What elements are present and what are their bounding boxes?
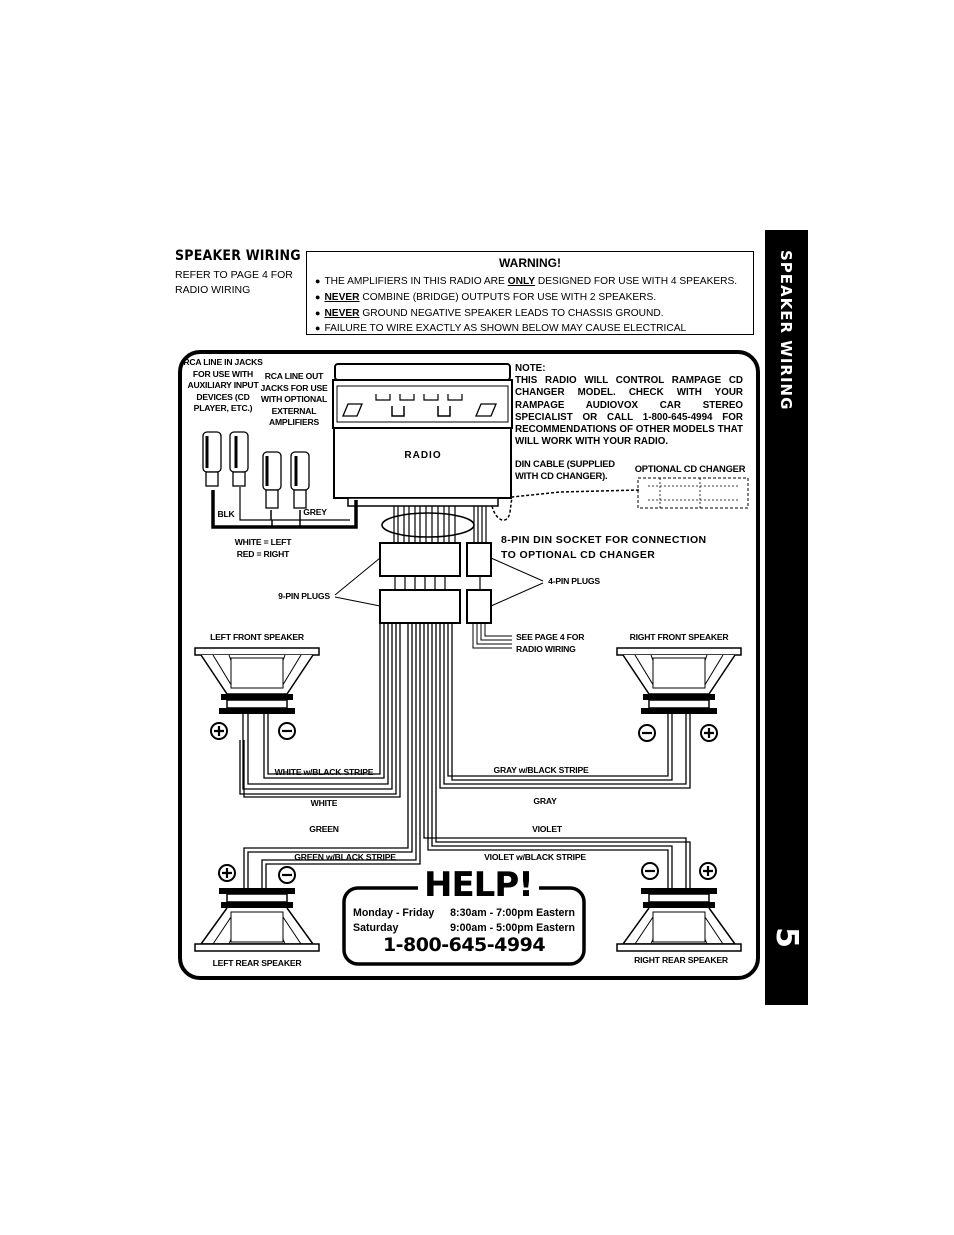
rf-speaker-label: RIGHT FRONT SPEAKER <box>629 632 729 642</box>
warning-title: WARNING! <box>499 256 561 270</box>
violet-stripe-label: VIOLET w/BLACK STRIPE <box>484 852 586 862</box>
gray-stripe-label: GRAY w/BLACK STRIPE <box>493 765 589 775</box>
section-title: SPEAKER WIRING <box>175 248 301 264</box>
warning-item: ● FAILURE TO WIRE EXACTLY AS SHOWN BELOW MAY CAUSE ELECTRICAL <box>315 321 737 337</box>
note-title: NOTE: <box>515 363 546 374</box>
red-right-label: RED = RIGHT <box>236 549 290 559</box>
four-pin-label: 4-PIN PLUGS <box>548 576 600 586</box>
din-cable-label: DIN CABLE (SUPPLIED WITH CD CHANGER). <box>515 458 615 481</box>
rca-out-label: RCA LINE OUT JACKS FOR USE WITH OPTIONAL EXTERNAL AMPLIFIERS <box>260 371 328 427</box>
optional-cd-label: OPTIONAL CD CHANGER <box>634 463 746 474</box>
lf-speaker-label: LEFT FRONT SPEAKER <box>210 632 304 642</box>
din-socket-label: 8-PIN DIN SOCKET FOR CONNECTION TO OPTIONAL CD CHANGER <box>501 534 707 561</box>
white-stripe-label: WHITE w/BLACK STRIPE <box>274 767 374 777</box>
side-tab-title: SPEAKER WIRING <box>777 250 795 411</box>
rca-in-label: RCA LINE IN JACKS FOR USE WITH AUXILIARY INPUT DEVICES (CD PLAYER, ETC.) <box>183 357 263 413</box>
radio-label: RADIO <box>404 450 442 461</box>
green-stripe-label: GREEN w/BLACK STRIPE <box>294 852 396 862</box>
green-label: GREEN <box>309 824 339 834</box>
gray-label: GRAY <box>533 796 557 806</box>
help-hours-row: Monday - Friday 8:30am - 7:00pm Eastern <box>353 907 575 919</box>
help-hours-row: Saturday 9:00am - 5:00pm Eastern <box>353 922 575 934</box>
section-subtitle: REFER TO PAGE 4 FOR RADIO WIRING <box>175 269 293 296</box>
note <box>515 363 743 448</box>
help-hours <box>353 906 575 936</box>
help-title: HELP! <box>418 865 539 905</box>
lr-speaker-label: LEFT REAR SPEAKER <box>212 958 302 968</box>
help-phone: 1-800-645-4994 <box>382 934 546 956</box>
note-body: THIS RADIO WILL CONTROL RAMPAGE CD CHANGER MODEL. CHECK WITH YOUR RAMPAGE AUDIOVOX CAR STEREO SPECIALIST OR CALL 1-800-645-4994 FOR RECOMMENDATIONS OF OTHER MODELS THAT WILL WORK WITH YOUR RADIO. <box>515 375 743 448</box>
nine-pin-label: 9-PIN PLUGS <box>278 591 330 601</box>
page-number: 5 <box>769 927 804 948</box>
warning-item: ● NEVER COMBINE (BRIDGE) OUTPUTS FOR USE WITH 2 SPEAKERS. <box>315 290 737 306</box>
white-label: WHITE <box>310 798 338 808</box>
warning-item: ● THE AMPLIFIERS IN THIS RADIO ARE ONLY DESIGNED FOR USE WITH 4 SPEAKERS. <box>315 274 737 290</box>
see-page-label: SEE PAGE 4 FOR RADIO WIRING <box>516 632 585 654</box>
violet-label: VIOLET <box>532 824 562 834</box>
blk-label: BLK <box>217 509 235 519</box>
warning-item: ● NEVER GROUND NEGATIVE SPEAKER LEADS TO CHASSIS GROUND. <box>315 306 737 322</box>
grey-label: GREY <box>303 507 327 517</box>
white-left-label: WHITE = LEFT <box>234 537 292 547</box>
rr-speaker-label: RIGHT REAR SPEAKER <box>634 955 728 965</box>
